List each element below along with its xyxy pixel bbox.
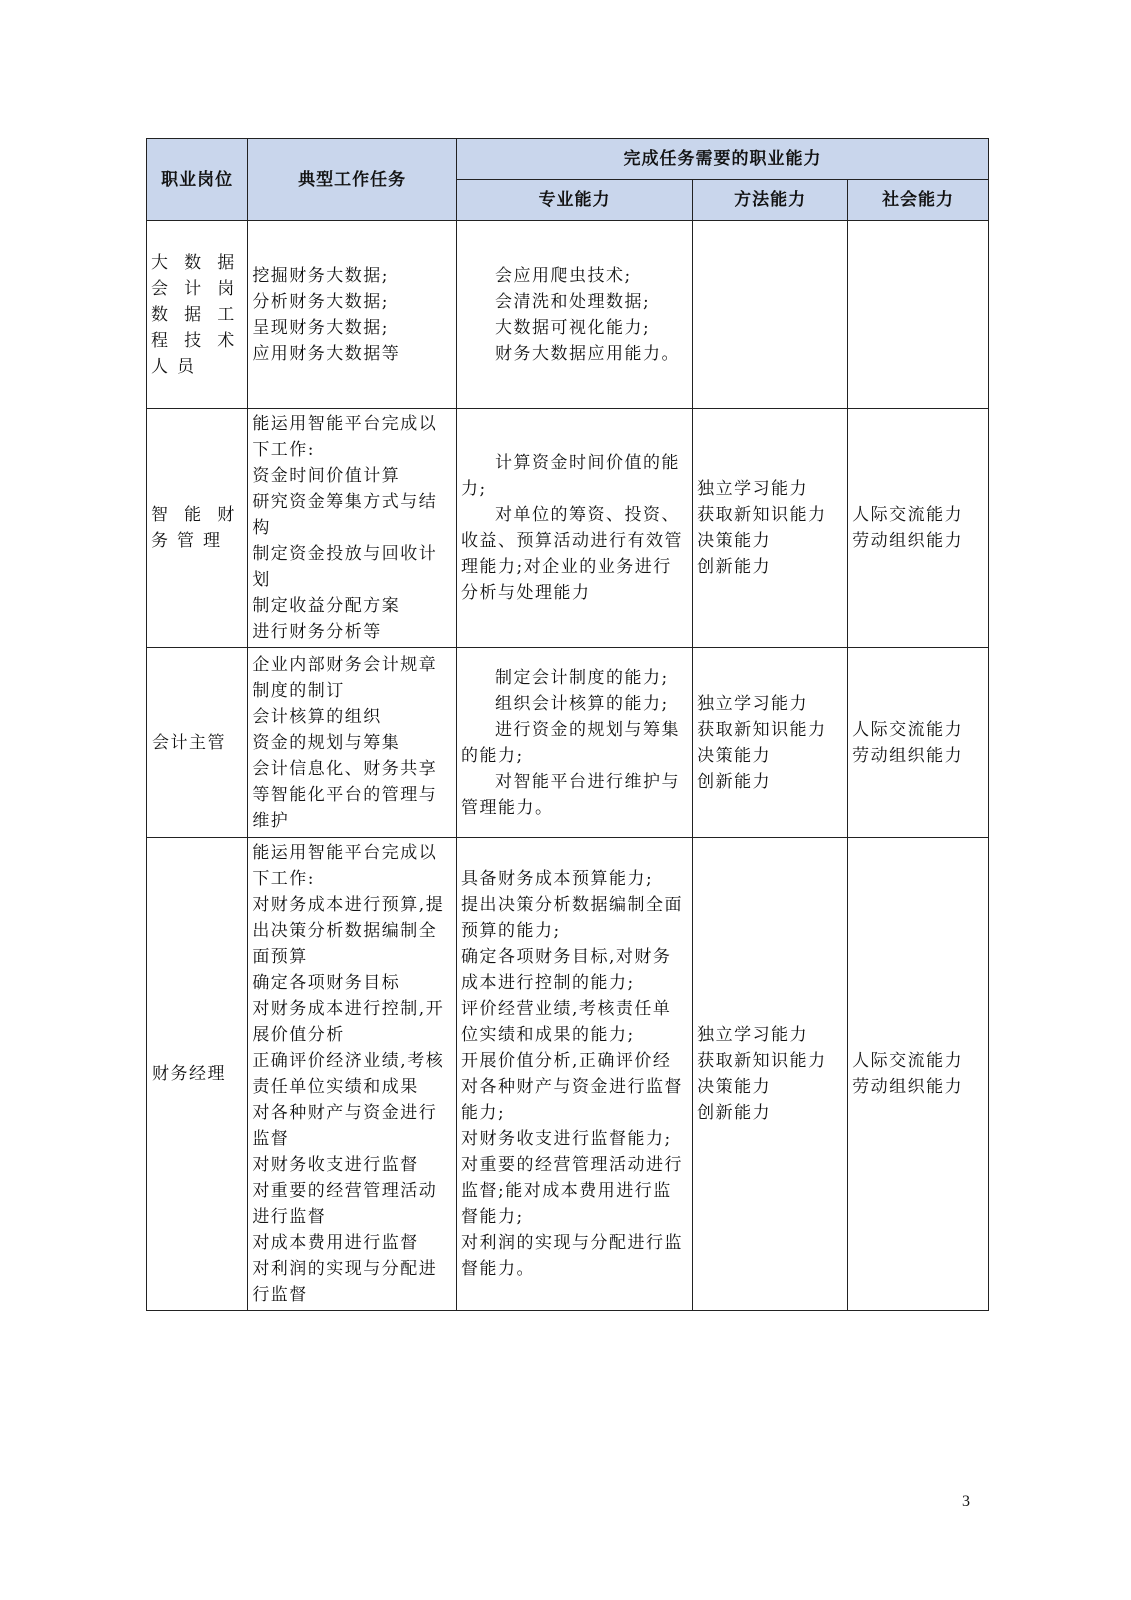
- method-cell: [693, 221, 848, 409]
- job-ability-table: [146, 138, 989, 1311]
- professional-line: 制定会计制度的能力;: [495, 667, 669, 688]
- professional-line: 组织会计核算的能力;: [495, 693, 669, 714]
- social-cell: [848, 648, 989, 838]
- header-social: 社会能力: [848, 180, 989, 221]
- task-line: 正确评价经济业绩,考核责任单位实绩和成果: [252, 1051, 445, 1097]
- task-cell: [248, 221, 457, 409]
- professional-line: 财务大数据应用能力。: [495, 343, 681, 364]
- header-professional: 专业能力: [457, 180, 693, 221]
- professional-cell: [457, 838, 693, 1311]
- task-line: 会计核算的组织: [252, 706, 382, 727]
- social-cell: [848, 838, 989, 1311]
- social-line: 劳动组织能力: [852, 745, 964, 766]
- professional-line: 对单位的筹资、投资、收益、预算活动进行有效管理能力;对企业的业务进行分析与处理能力: [461, 505, 684, 603]
- task-line: 对利润的实现与分配进行监督: [252, 1259, 438, 1305]
- method-cell: [693, 648, 848, 838]
- task-line: 分析财务大数据;: [252, 291, 390, 312]
- method-line: 获取新知识能力: [697, 505, 827, 525]
- task-line: 制定收益分配方案: [252, 596, 401, 616]
- method-cell: [693, 838, 848, 1311]
- task-line: 挖掘财务大数据;: [252, 265, 390, 286]
- professional-line: 对智能平台进行维护与管理能力。: [461, 771, 681, 818]
- social-cell: [848, 409, 989, 648]
- task-line: 会计信息化、财务共享等智能化平台的管理与维护: [252, 758, 438, 831]
- method-line: 决策能力: [697, 1077, 772, 1097]
- method-line: 独立学习能力: [697, 479, 809, 499]
- table-row: [147, 221, 989, 409]
- professional-line: 提出决策分析数据编制全面预算的能力;: [461, 895, 684, 941]
- task-line: 资金时间价值计算: [252, 466, 401, 486]
- task-cell: [248, 648, 457, 838]
- task-line: 对成本费用进行监督: [252, 1233, 419, 1253]
- professional-cell: [457, 221, 693, 409]
- social-line: 人际交流能力: [852, 505, 964, 525]
- task-cell: [248, 409, 457, 648]
- task-line: 能运用智能平台完成以下工作:: [252, 843, 438, 889]
- page-number: 3: [962, 1493, 970, 1510]
- method-line: 独立学习能力: [697, 1025, 809, 1045]
- task-line: 制定资金投放与回收计划: [252, 544, 438, 590]
- method-line: 创新能力: [697, 1103, 772, 1123]
- social-line: 劳动组织能力: [852, 531, 964, 551]
- professional-line: 对重要的经营管理活动进行监督;能对成本费用进行监督能力;: [461, 1155, 684, 1227]
- method-line: 决策能力: [697, 531, 772, 551]
- professional-line: 进行资金的规划与筹集的能力;: [461, 719, 681, 766]
- professional-line: 开展价值分析,正确评价经对各种财产与资金进行监督能力;: [461, 1051, 684, 1123]
- task-line: 应用财务大数据等: [252, 343, 401, 364]
- task-line: 企业内部财务会计规章制度的制订: [252, 654, 438, 701]
- table-row: [147, 409, 989, 648]
- method-line: 获取新知识能力: [697, 1051, 827, 1071]
- task-cell: [248, 838, 457, 1311]
- position-cell: 会计主管: [147, 648, 248, 838]
- header-position: 职业岗位: [147, 139, 248, 221]
- method-cell: [693, 409, 848, 648]
- professional-line: 对财务收支进行监督能力;: [461, 1129, 672, 1149]
- task-line: 资金的规划与筹集: [252, 732, 401, 753]
- social-line: 人际交流能力: [852, 1051, 964, 1071]
- task-line: 对财务成本进行预算,提出决策分析数据编制全面预算: [252, 895, 445, 967]
- method-line: 决策能力: [697, 745, 772, 766]
- professional-line: 评价经营业绩,考核责任单位实绩和成果的能力;: [461, 999, 672, 1045]
- position-cell: 财务经理: [147, 838, 248, 1311]
- method-line: 获取新知识能力: [697, 719, 827, 740]
- professional-line: 计算资金时间价值的能力;: [461, 453, 681, 499]
- professional-line: 具备财务成本预算能力;: [461, 869, 654, 889]
- task-line: 对各种财产与资金进行监督: [252, 1103, 438, 1149]
- social-line: 人际交流能力: [852, 719, 964, 740]
- task-line: 研究资金筹集方式与结构: [252, 492, 438, 538]
- table-row: [147, 838, 989, 1311]
- task-line: 对财务成本进行控制,开展价值分析: [252, 999, 445, 1045]
- professional-line: 对利润的实现与分配进行监督能力。: [461, 1233, 684, 1279]
- table-row: [147, 648, 989, 838]
- social-cell: [848, 221, 989, 409]
- method-line: 创新能力: [697, 557, 772, 577]
- professional-line: 会清洗和处理数据;: [495, 291, 651, 312]
- task-line: 呈现财务大数据;: [252, 317, 390, 338]
- task-line: 能运用智能平台完成以下工作:: [252, 414, 438, 460]
- position-cell: 智能财务管理: [147, 409, 248, 648]
- professional-line: 会应用爬虫技术;: [495, 265, 632, 286]
- professional-cell: [457, 409, 693, 648]
- header-task: 典型工作任务: [248, 139, 457, 221]
- professional-line: 确定各项财务目标,对财务成本进行控制的能力;: [461, 947, 672, 993]
- method-line: 独立学习能力: [697, 693, 809, 714]
- header-abilities-group: 完成任务需要的职业能力: [457, 139, 989, 180]
- task-line: 确定各项财务目标: [252, 973, 401, 993]
- professional-line: 大数据可视化能力;: [495, 317, 651, 338]
- task-line: 对重要的经营管理活动进行监督: [252, 1181, 438, 1227]
- position-cell: 大数据会计岗数据工程技术人员: [147, 221, 248, 409]
- header-method: 方法能力: [693, 180, 848, 221]
- method-line: 创新能力: [697, 771, 772, 792]
- task-line: 进行财务分析等: [252, 622, 382, 642]
- professional-cell: [457, 648, 693, 838]
- task-line: 对财务收支进行监督: [252, 1155, 419, 1175]
- social-line: 劳动组织能力: [852, 1077, 964, 1097]
